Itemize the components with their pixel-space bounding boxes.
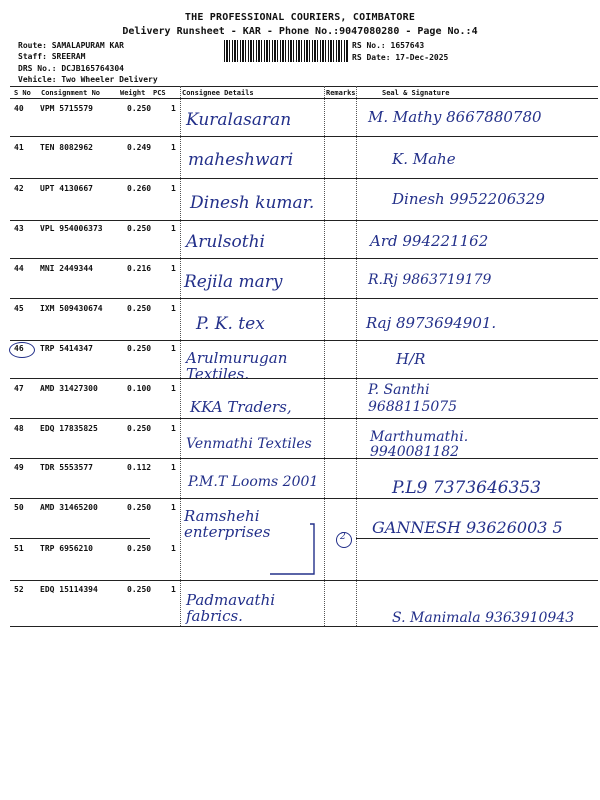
row-seal-signature: S. Manimala 9363910943	[392, 610, 575, 626]
row-seal-signature: K. Mahe	[392, 150, 456, 168]
row-seal-signature: M. Mathy 8667880780	[368, 108, 542, 126]
row-pcs: 1	[171, 585, 176, 594]
row-pcs: 1	[171, 224, 176, 233]
row-weight: 0.250	[127, 224, 152, 233]
row-consignment: TEN 8082962	[40, 143, 93, 152]
row-sno: 47	[14, 384, 24, 393]
row-weight: 0.260	[127, 184, 152, 193]
row-pcs: 1	[171, 463, 176, 472]
col-seal: Seal & Signature	[382, 89, 450, 97]
row-consignee: Dinesh kumar.	[190, 193, 315, 213]
row-sno: 52	[14, 585, 24, 594]
row-sno: 44	[14, 264, 24, 273]
row-sno: 50	[14, 503, 24, 512]
col-weight: Weight	[120, 89, 146, 97]
row-consignment: TRP 5414347	[40, 344, 93, 353]
row-consignment: VPM 5715579	[40, 104, 93, 113]
row-pcs: 1	[171, 264, 176, 273]
drs-label: DRS No.: DCJB165764304	[18, 64, 124, 73]
row-consignee: P.M.T Looms 2001	[188, 474, 319, 490]
row-seal-signature: Marthumathi. 9940081182	[370, 429, 469, 460]
bracket-mark	[180, 520, 320, 580]
col-remarks: Remarks	[326, 89, 356, 97]
row-weight: 0.100	[127, 384, 152, 393]
row-seal-signature: Dinesh 9952206329	[392, 190, 545, 208]
row-sno: 48	[14, 424, 24, 433]
row-seal-signature: Raj 8973694901.	[366, 314, 497, 332]
rs-date: RS Date: 17-Dec-2025	[352, 53, 449, 62]
col-sno: S No	[14, 89, 31, 97]
row-seal-signature: GANNESH 93626003 5	[372, 518, 563, 537]
row-remarks: 2	[340, 532, 346, 542]
row-seal-signature: P.L9 7373646353	[392, 478, 542, 498]
row-sno: 42	[14, 184, 24, 193]
row-consignment: VPL 954006373	[40, 224, 103, 233]
row-sno: 51	[14, 544, 24, 553]
row-consignment: EDQ 17835825	[40, 424, 98, 433]
row-consignment: UPT 4130667	[40, 184, 93, 193]
row-consignee: Arulmurugan Textiles.	[186, 349, 288, 383]
col-consignee: Consignee Details	[182, 89, 254, 97]
company-name: THE PROFESSIONAL COURIERS, COIMBATORE	[184, 12, 416, 23]
row-consignee: Padmavathi fabrics.	[186, 591, 276, 625]
row-sno: 43	[14, 224, 24, 233]
row-seal-signature: R.Rj 9863719179	[368, 272, 492, 288]
row-consignee: P. K. tex	[196, 314, 265, 334]
row-pcs: 1	[171, 184, 176, 193]
row-pcs: 1	[171, 304, 176, 313]
row-consignment: IXM 509430674	[40, 304, 103, 313]
row-pcs: 1	[171, 143, 176, 152]
row-sno: 41	[14, 143, 24, 152]
rs-number: RS No.: 1657643	[352, 41, 425, 50]
row-seal-signature: P. Santhi 9688115075	[368, 382, 458, 415]
row-consignment: TDR 5553577	[40, 463, 93, 472]
barcode	[224, 40, 348, 62]
row-consignee: Kuralasaran	[186, 110, 292, 130]
row-consignment: MNI 2449344	[40, 264, 93, 273]
runsheet-title: Delivery Runsheet - KAR - Phone No.:9047080280 - Page No.:4	[122, 26, 478, 37]
row-weight: 0.249	[127, 143, 152, 152]
row-consignment: AMD 31427300	[40, 384, 98, 393]
row-weight: 0.112	[127, 463, 152, 472]
row-pcs: 1	[171, 384, 176, 393]
row-consignee: Ramshehi enterprises	[184, 507, 271, 541]
col-consignment: Consignment No	[41, 89, 101, 97]
row-weight: 0.250	[127, 503, 152, 512]
route-label: Route: SAMALAPURAM KAR	[18, 41, 124, 50]
row-weight: 0.250	[127, 424, 152, 433]
row-consignee: Rejila mary	[184, 272, 283, 292]
row-pcs: 1	[171, 104, 176, 113]
row-weight: 0.216	[127, 264, 152, 273]
row-pcs: 1	[171, 544, 176, 553]
row-pcs: 1	[171, 344, 176, 353]
col-pcs: PCS	[153, 89, 166, 97]
row-seal-signature: H/R	[396, 350, 426, 368]
row-weight: 0.250	[127, 544, 152, 553]
row-seal-signature: Ard 994221162	[370, 232, 489, 250]
row-sno: 49	[14, 463, 24, 472]
row-sno: 40	[14, 104, 24, 113]
row-weight: 0.250	[127, 585, 152, 594]
row-weight: 0.250	[127, 344, 152, 353]
staff-label: Staff: SREERAM	[18, 52, 86, 61]
row-consignee: KKA Traders,	[190, 398, 292, 416]
row-consignment: AMD 31465200	[40, 503, 98, 512]
row-consignment: TRP 6956210	[40, 544, 93, 553]
row-consignee: Arulsothi	[186, 232, 265, 252]
row-consignee: Venmathi Textiles	[186, 436, 312, 452]
vehicle-label: Vehicle: Two Wheeler Delivery	[18, 75, 158, 84]
row-weight: 0.250	[127, 304, 152, 313]
row-pcs: 1	[171, 503, 176, 512]
row-sno: 46	[14, 344, 24, 353]
row-consignee: maheshwari	[188, 150, 294, 170]
row-sno: 45	[14, 304, 24, 313]
row-weight: 0.250	[127, 104, 152, 113]
row-consignment: EDQ 15114394	[40, 585, 98, 594]
row-pcs: 1	[171, 424, 176, 433]
